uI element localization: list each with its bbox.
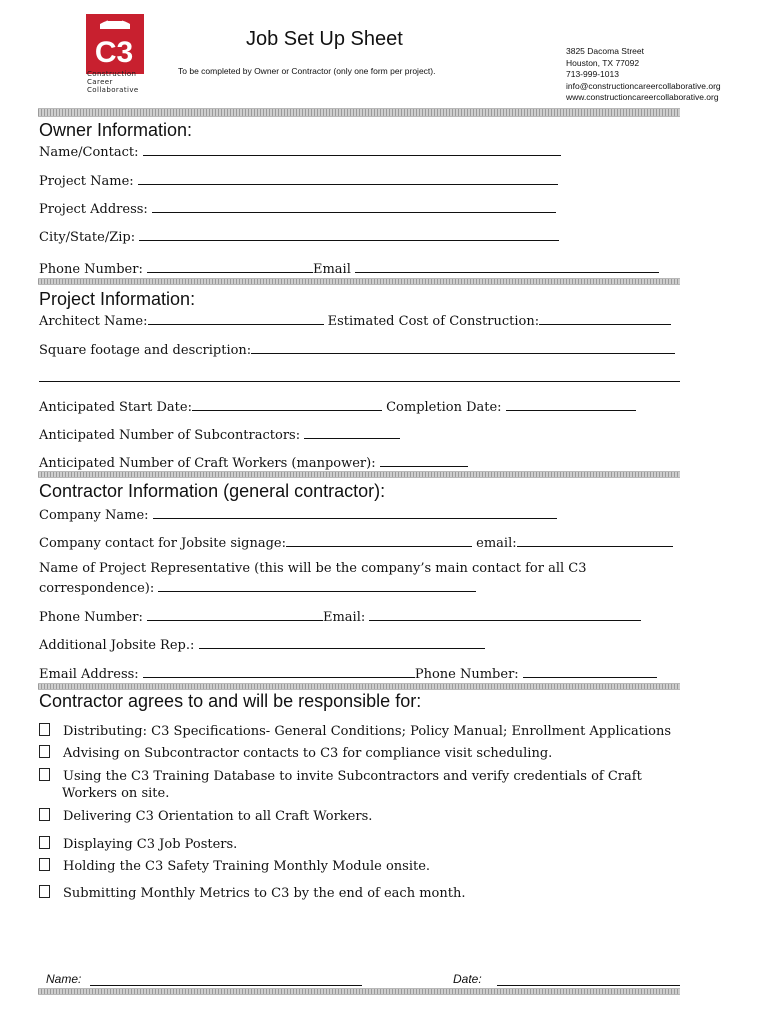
fill-line[interactable]	[251, 341, 675, 354]
item-text: Displaying C3 Job Posters.	[63, 837, 238, 852]
field-label: Additional Jobsite Rep.:	[39, 638, 195, 653]
field-label: Phone Number:	[414, 667, 519, 682]
item-text: Submitting Monthly Metrics to C3 by the end of each month.	[63, 886, 466, 901]
fill-line[interactable]	[539, 312, 671, 325]
square-footage-field[interactable]	[39, 341, 675, 358]
field-label: Company Name:	[39, 508, 149, 523]
start-completion-field[interactable]	[39, 398, 636, 415]
address-line: Houston, TX 77092	[566, 57, 640, 68]
fill-line[interactable]	[148, 312, 324, 325]
contractor-heading: Contractor Information (general contractor):	[39, 481, 386, 501]
fill-line[interactable]	[286, 534, 472, 547]
list-item-continued: Workers on site.	[62, 786, 170, 801]
subcontractors-field[interactable]	[39, 426, 400, 443]
jobsite-signage-field[interactable]	[39, 534, 673, 551]
architect-cost-field[interactable]	[39, 312, 671, 329]
list-item	[39, 723, 671, 739]
fill-line[interactable]	[39, 381, 680, 382]
project-address-field[interactable]	[39, 200, 556, 217]
fill-line[interactable]	[139, 228, 559, 241]
checkbox[interactable]	[39, 836, 50, 849]
field-label: Architect Name:	[39, 314, 148, 329]
list-item	[39, 836, 237, 852]
city-state-zip-field[interactable]	[39, 228, 559, 245]
fill-line[interactable]	[147, 260, 313, 273]
date-label: Date:	[453, 972, 482, 986]
fill-line[interactable]	[199, 636, 485, 649]
responsibilities-heading: Contractor agrees to and will be responsible for:	[39, 691, 422, 711]
field-label: Project Name:	[39, 174, 134, 189]
field-label: City/State/Zip:	[39, 230, 136, 245]
craft-workers-field[interactable]	[39, 454, 468, 471]
field-label: Name/Contact:	[39, 145, 139, 160]
fill-line[interactable]	[152, 200, 556, 213]
section-divider	[38, 471, 680, 478]
fill-line[interactable]	[158, 579, 476, 592]
project-heading: Project Information:	[39, 289, 196, 309]
fill-line[interactable]	[355, 260, 659, 273]
item-text: Advising on Subcontractor contacts to C3 for compliance visit scheduling.	[63, 746, 553, 761]
field-label: Phone Number:	[39, 610, 143, 625]
field-label: correspondence):	[39, 581, 155, 596]
company-name-field[interactable]	[39, 506, 557, 523]
checkbox[interactable]	[39, 885, 50, 898]
logo-wordmark	[87, 70, 139, 94]
name-signature-line[interactable]	[90, 985, 362, 986]
field-label: Completion Date:	[386, 400, 502, 415]
list-item	[39, 858, 430, 874]
name-contact-field[interactable]	[39, 143, 561, 160]
project-rep-field[interactable]	[39, 561, 587, 596]
item-text: Using the C3 Training Database to invite Subcontractors and verify credentials of Craft	[63, 769, 642, 784]
owner-heading: Owner Information:	[39, 120, 193, 140]
page-title: Job Set Up Sheet	[246, 28, 403, 50]
fill-line[interactable]	[147, 608, 323, 621]
list-item	[39, 885, 465, 901]
section-divider	[38, 278, 680, 285]
fill-line[interactable]	[506, 398, 636, 411]
logo-line: Career	[87, 78, 113, 86]
logo-line: Collaborative	[87, 86, 139, 94]
field-label: Email Address:	[39, 667, 139, 682]
field-label: Email	[312, 262, 351, 277]
contractor-phone-email-field[interactable]	[39, 608, 641, 625]
project-name-field[interactable]	[39, 172, 558, 189]
address-line: www.constructioncareercollaborative.org	[566, 92, 719, 102]
checkbox[interactable]	[39, 745, 50, 758]
section-divider	[38, 108, 680, 117]
logo-mark: C3	[94, 36, 134, 69]
field-label: Anticipated Number of Subcontractors:	[39, 428, 301, 443]
fill-line[interactable]	[304, 426, 400, 439]
name-label: Name:	[46, 972, 82, 986]
fill-line[interactable]	[380, 454, 468, 467]
field-label: Project Address:	[39, 202, 148, 217]
field-label: Email:	[322, 610, 366, 625]
checkbox[interactable]	[39, 858, 50, 871]
list-item	[39, 808, 372, 824]
fill-line[interactable]	[153, 506, 557, 519]
section-divider	[38, 683, 680, 690]
field-label: Phone Number:	[39, 262, 143, 277]
item-text: Delivering C3 Orientation to all Craft Workers.	[63, 809, 373, 824]
date-signature-line[interactable]	[497, 985, 680, 986]
fill-line[interactable]	[138, 172, 558, 185]
checkbox[interactable]	[39, 723, 50, 736]
checkbox[interactable]	[39, 808, 50, 821]
contact-address	[566, 46, 721, 104]
list-item	[39, 745, 552, 761]
field-label: Anticipated Start Date:	[39, 400, 192, 415]
footer-divider	[38, 988, 680, 995]
checkbox[interactable]	[39, 768, 50, 781]
field-label: email:	[476, 536, 517, 551]
address-line: 3825 Dacoma Street	[566, 46, 644, 56]
field-label: Anticipated Number of Craft Workers (manpower):	[39, 456, 376, 471]
fill-line[interactable]	[369, 608, 641, 621]
fill-line[interactable]	[192, 398, 382, 411]
email-phone-field[interactable]	[39, 665, 657, 682]
fill-line[interactable]	[143, 143, 561, 156]
list-item	[39, 768, 642, 784]
field-label: Company contact for Jobsite signage:	[39, 536, 287, 551]
address-line: 713-999-1013	[566, 69, 619, 79]
fill-line[interactable]	[523, 665, 657, 678]
page-subtitle: To be completed by Owner or Contractor (only one form per project).	[178, 66, 436, 76]
c3-logo	[86, 14, 144, 74]
fill-line[interactable]	[517, 534, 673, 547]
item-text: Distributing: C3 Specifications- General Conditions; Policy Manual; Enrollment Applications	[63, 724, 672, 739]
address-line: info@constructioncareercollaborative.org	[566, 80, 721, 91]
logo-line: Construction	[87, 70, 137, 78]
fill-line[interactable]	[143, 665, 415, 678]
field-label: Estimated Cost of Construction:	[327, 314, 540, 329]
item-text: Holding the C3 Safety Training Monthly Module onsite.	[63, 859, 431, 874]
additional-rep-field[interactable]	[39, 636, 485, 653]
owner-phone-email-field[interactable]	[39, 260, 659, 277]
field-label: Name of Project Representative (this will be the company’s main contact for all C3	[39, 561, 587, 576]
field-label: Square footage and description:	[39, 343, 252, 358]
